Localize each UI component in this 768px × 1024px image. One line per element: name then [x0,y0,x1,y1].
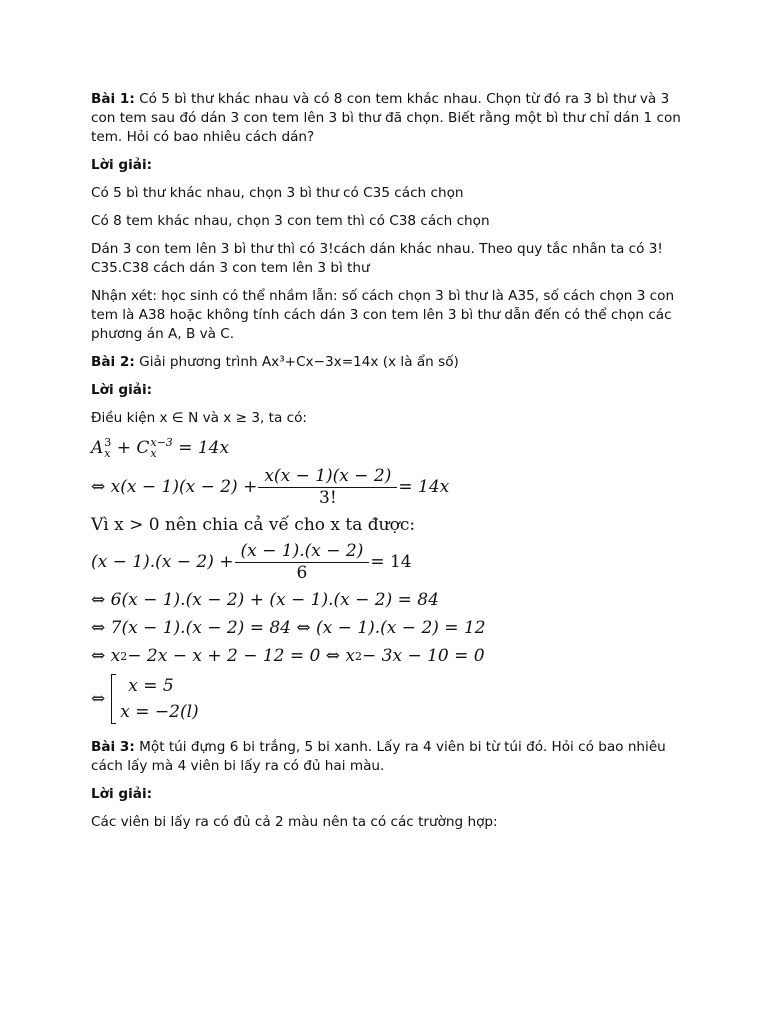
divide-note: Vì x > 0 nên chia cả vế cho x ta được: [91,515,416,535]
solution-1-label: Lời giải: [91,157,153,173]
problem-3-label: Bài 3: [91,739,135,755]
equation-1: A 3 x + C x−3 x = 14x [91,436,230,460]
solution-2-math [91,434,688,728]
solution-3-label: Lời giải: [91,786,153,802]
equation-5: ⇔ 7(x − 1).(x − 2) = 84 ⇔ (x − 1).(x − 2) = 12 [91,618,486,638]
equation-7: ⇔ x = 5 x = −2(l) [91,676,199,722]
problem-3-text: Một túi đựng 6 bi trắng, 5 bi xanh. Lấy ra 4 viên bi từ túi đó. Hỏi có bao nhiêu cách lấy mà 4 viên bi lấy ra có đủ hai màu. [91,739,666,774]
problem-1-text: Có 5 bì thư khác nhau và có 8 con tem khác nhau. Chọn từ đó ra 3 bì thư và 3 con tem sau đó dán 3 con tem lên 3 bì thư đã chọn. Biết rằng một bì thư chỉ dán 1 con tem. Hỏi có bao nhiêu cách dán? [91,91,681,145]
problem-2 [91,353,688,372]
solution-1-paragraph-2: Có 8 tem khác nhau, chọn 3 con tem thì có C38 cách chọn [91,213,490,229]
equation-4: ⇔ 6(x − 1).(x − 2) + (x − 1).(x − 2) = 84 [91,590,439,610]
problem-2-label: Bài 2: [91,354,135,370]
solution-1-paragraph-3: Dán 3 con tem lên 3 bì thư thì có 3!cách dán khác nhau. Theo quy tắc nhân ta có 3! C35.C38 cách dán 3 con tem lên 3 bì thư [91,241,663,276]
solution-1-paragraph-1: Có 5 bì thư khác nhau, chọn 3 bì thư có C35 cách chọn [91,185,464,201]
problem-3 [91,738,688,776]
solution-2-condition: Điều kiện x ∈ N và x ≥ 3, ta có: [91,410,307,426]
problem-2-text: Giải phương trình Ax³+Cx−3x=14x (x là ẩn số) [139,354,459,370]
equation-3: (x − 1).(x − 2) + $\frac{(x - 1).(x - 2)}{6}$ = 14 [91,540,412,583]
problem-1 [91,90,688,147]
fraction: $\frac{x(x - 1)(x - 2)}{3!}$ [261,467,394,508]
solution-1-remark: Nhận xét: học sinh có thể nhầm lẫn: số cách chọn 3 bì thư là A35, số cách chọn 3 con tem là A38 hoặc không tính cách dán 3 con tem lên 3 bì thư dẫn đến có thể chọn các phương án A, B và C. [91,288,675,342]
fraction: $\frac{(x - 1).(x - 2)}{6}$ [238,542,367,583]
case-bracket [111,674,116,724]
equation-2: ⇔ x(x − 1)(x − 2) + $\frac{x(x - 1)(x - 2)}{3!}$ = 14x [91,465,450,508]
solution-3-paragraph-1: Các viên bi lấy ra có đủ cả 2 màu nên ta có các trường hợp: [91,814,498,830]
equation-6: ⇔ x 2 − 2x − x + 2 − 12 = 0 ⇔ x 2 − 3x − 10 = 0 [91,646,485,666]
problem-1-label: Bài 1: [91,91,135,107]
solution-2-label: Lời giải: [91,382,153,398]
